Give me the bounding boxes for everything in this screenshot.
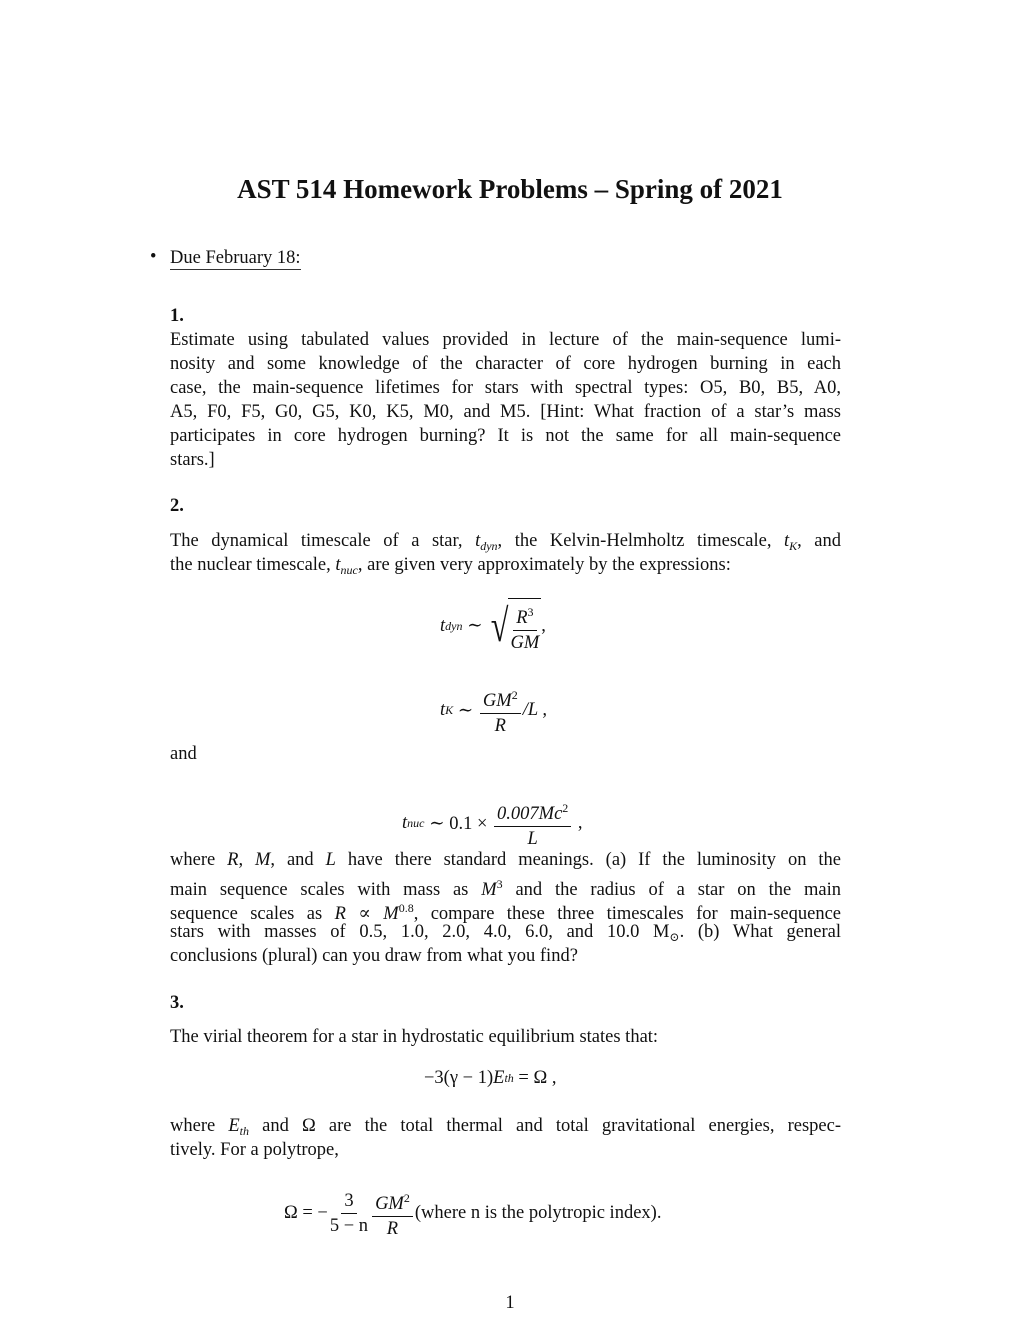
text-segment: ∝ [345,904,384,924]
text-segment: and Ω are the total thermal and total gravitational energies, respec- [249,1116,841,1136]
due-date-heading: Due February 18: [170,248,301,268]
text-segment: case, the main-sequence lifetimes for stars with spectral types: O5, B0, B5, A0, [170,378,841,398]
equation-virial-theorem: −3(γ − 1) E th = Ω , [424,1068,557,1088]
text-segment: th [239,1124,249,1138]
text-segment: K [789,539,798,553]
text-segment: conclusions (plural) can you draw from what you find? [170,946,578,966]
equation-kelvin-helmholtz-timescale: t K ∼ $\frac{GM^2}{R}$ /L , [440,684,547,737]
text-line [170,944,841,968]
text-segment: dyn [480,539,498,553]
text-line [170,529,841,553]
text-segment: 3 [496,877,503,891]
equation-polytrope-energy: Ω = − $\frac{3}{5 - n}$ $\frac{GM^2}{R}$ (where n is the polytropic index). [284,1187,661,1240]
text-segment: where [170,850,228,870]
text-segment: , compare these three timescales for main-sequence [413,904,841,924]
text-segment: participates in core hydrogen burning? It is not the same for all main-sequence [170,426,841,446]
text-segment: nosity and some knowledge of the character of core hydrogen burning in each [170,354,841,374]
text-line [170,448,841,472]
text-segment: , and [797,531,842,551]
text-segment: L [325,850,336,870]
text-segment: A5, F0, F5, G0, G5, K0, K5, M0, and M5. [Hint: What fraction of a star’s mass [170,402,841,422]
problem-1-number: 1. [170,306,184,326]
text-segment: , [238,850,255,870]
text-segment: The dynamical timescale of a star, [170,531,476,551]
square-root: √ $\frac{R^3}{GM}$ [491,600,540,653]
text-line [170,400,841,424]
equation-nuclear-timescale: t nuc ∼ 0.1 × $\frac{0.007Mc^2}{L}$ , [402,797,583,850]
text-segment: t [783,531,790,551]
problem-3-number: 3. [170,993,184,1013]
text-line [170,1025,841,1049]
text-segment: stars with masses of 0.5, 1.0, 2.0, 4.0, 6.0, and 10.0 M [170,922,670,942]
text-segment: , and [270,850,326,870]
text-line [170,1138,841,1162]
text-segment: and the radius of a star on the main [502,880,841,900]
text-segment: have there standard meanings. (a) If the luminosity on the [335,850,841,870]
text-segment: Estimate using tabulated values provided in lecture of the main-sequence lumi- [170,330,841,350]
text-segment: M [383,904,399,924]
text-segment: the nuclear timescale, [170,555,336,575]
page-number: 1 [505,1293,515,1313]
text-segment: ⊙ [669,930,680,944]
text-segment: stars.] [170,450,215,470]
text-segment: t [335,555,341,575]
text-line [170,328,841,352]
text-segment: M [255,850,271,870]
text-segment: R [227,850,239,870]
text-segment: The virial theorem for a star in hydrostatic equilibrium states that: [170,1027,659,1047]
text-segment: , the Kelvin-Helmholtz timescale, [497,531,784,551]
equation-dynamical-timescale: t dyn ∼ √ $\frac{R^3}{GM}$ , [440,600,546,653]
and-text: and [170,744,197,764]
text-segment: E [228,1116,240,1136]
text-line [170,896,841,924]
document-title: AST 514 Homework Problems – Spring of 2021 [237,174,783,204]
text-segment: . (b) What general [679,922,841,942]
text-segment: 0.8 [398,901,414,915]
text-line [170,1114,841,1138]
text-line [170,553,841,577]
text-line [170,920,841,944]
problem-2-number: 2. [170,496,184,516]
text-segment: nuc [340,563,358,577]
text-line [170,872,841,900]
text-line [170,352,841,376]
text-segment: sequence scales as [170,904,335,924]
text-line [170,848,841,872]
text-segment: R [334,904,346,924]
text-segment: , are given very approximately by the expressions: [357,555,731,575]
text-segment: tively. For a polytrope, [170,1140,339,1160]
text-line [170,424,841,448]
text-segment: M [481,880,497,900]
text-segment: main sequence scales with mass as [170,880,482,900]
text-segment: where [170,1116,229,1136]
text-line [170,376,841,400]
text-segment: t [475,531,481,551]
bullet-icon: • [150,247,157,267]
